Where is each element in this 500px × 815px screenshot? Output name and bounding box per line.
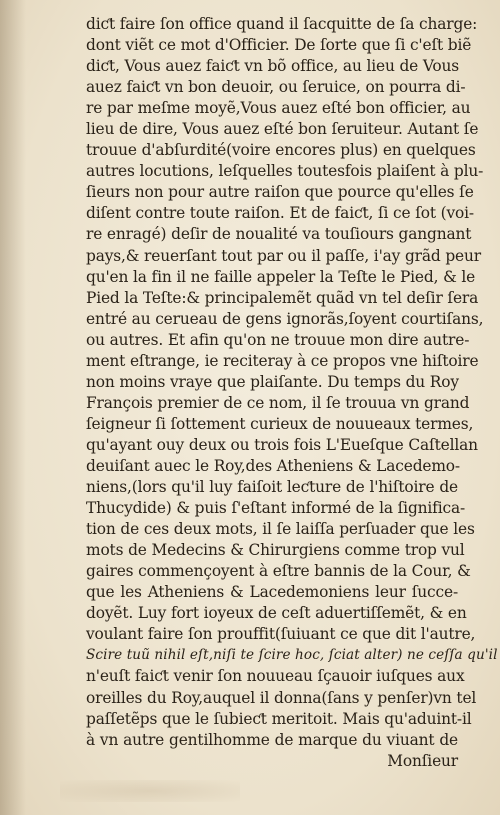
text-line: lieu de dire, Vous auez eſté bon ſeruiteur. Autant ſe: [86, 120, 479, 139]
text-line: qu'en la fin il ne faille appeler la Teſte le Pied, & le: [86, 267, 476, 286]
catchword: Monſieur: [387, 751, 458, 770]
text-line: François premier de ce nom, il ſe trouua vn grand: [86, 393, 470, 412]
text-line: ſeigneur ſi ſottement curieux de nouueaux termes,: [86, 414, 474, 433]
text-line: niens,(lors qu'il luy faiſoit leƈture de l'hiſtoire de: [86, 478, 458, 497]
text-line: Thucydide) & puis ſ'eſtant informé de la ſignifica-: [86, 499, 466, 518]
text-line: entré au cerueau de gens ignorãs,ſoyent courtiſans,: [86, 309, 484, 328]
text-line: ment eſtrange, ie reciteray à ce propos vne hiſtoire: [86, 351, 479, 370]
text-line: qu'ayant ouy deux ou trois fois L'Eueſque Caſtellan: [86, 435, 478, 454]
text-line: Pied la Teſte:& principalemẽt quãd vn tel deſir ſera: [86, 288, 479, 307]
text-line: voulant faire ſon prouffit(ſuiuant ce que dit l'autre,: [86, 625, 476, 644]
text-line: ſieurs non pour autre raiſon que pource qu'elles ſe: [86, 183, 474, 202]
latin-quote-line: Scire tuũ nihil eſt,niſi te ſcire hoc, ſciat alter) ne ceſſa qu'il: [86, 647, 498, 664]
text-line: auez faiƈt vn bon deuoir, ou ſeruice, on pourra di-: [86, 78, 466, 97]
text-line: autres locutions, leſquelles toutesfois plaiſent à plu-: [86, 162, 484, 181]
text-line: doyẽt. Luy fort ioyeux de ceſt aduertiſſemẽt, & en: [86, 604, 467, 623]
text-line: mots de Medecins & Chirurgiens comme trop vul: [86, 541, 465, 560]
text-line: non moins vraye que plaiſante. Du temps du Roy: [86, 372, 459, 391]
text-line: oreilles du Roy,auquel il donna(ſans y penſer)vn tel: [86, 688, 477, 707]
text-line: diƈt, Vous auez faiƈt vn bõ office, au lieu de Vous: [86, 57, 460, 76]
text-line: gaires commençoyent à eſtre bannis de la Cour, &: [86, 562, 471, 581]
text-line: paſſetẽps que le ſubieƈt meritoit. Mais qu'aduint-il: [86, 709, 472, 728]
text-line: n'euſt faiƈt venir ſon nouueau ſçauoir iuſques aux: [86, 667, 465, 686]
page-text: [86, 14, 498, 772]
text-line: re par meſme moyẽ,Vous auez eſté bon officier, au: [86, 99, 471, 118]
text-line: trouue d'abſurdité(voire encores plus) en quelques: [86, 141, 476, 160]
text-line: dont viẽt ce mot d'Officier. De ſorte que ſi c'eſt biẽ: [86, 36, 472, 55]
text-line: re enragé) deſir de noualité va touſiours gangnant: [86, 225, 472, 244]
text-line: pays,& reuerſant tout par ou il paſſe, i'ay grãd peur: [86, 246, 481, 265]
text-line: deuiſant auec le Roy,des Atheniens & Lacedemo-: [86, 456, 460, 475]
text-line: diſent contre toute raiſon. Et de faiƈt, ſi ce ſot (voi-: [86, 204, 474, 223]
text-line: tion de ces deux mots, il ſe laiſſa perſuader que les: [86, 520, 475, 539]
binding-shadow: [0, 0, 26, 815]
text-line: à vn autre gentilhomme de marque du viuant de: [86, 730, 458, 749]
paper-stain: [60, 780, 240, 802]
text-line: diƈt faire ſon office quand il ſacquitte de ſa charge:: [86, 15, 478, 33]
text-line: que les Atheniens & Lacedemoniens leur ſucce-: [86, 583, 458, 602]
text-line: ou autres. Et afin qu'on ne trouue mon dire autre-: [86, 330, 470, 349]
